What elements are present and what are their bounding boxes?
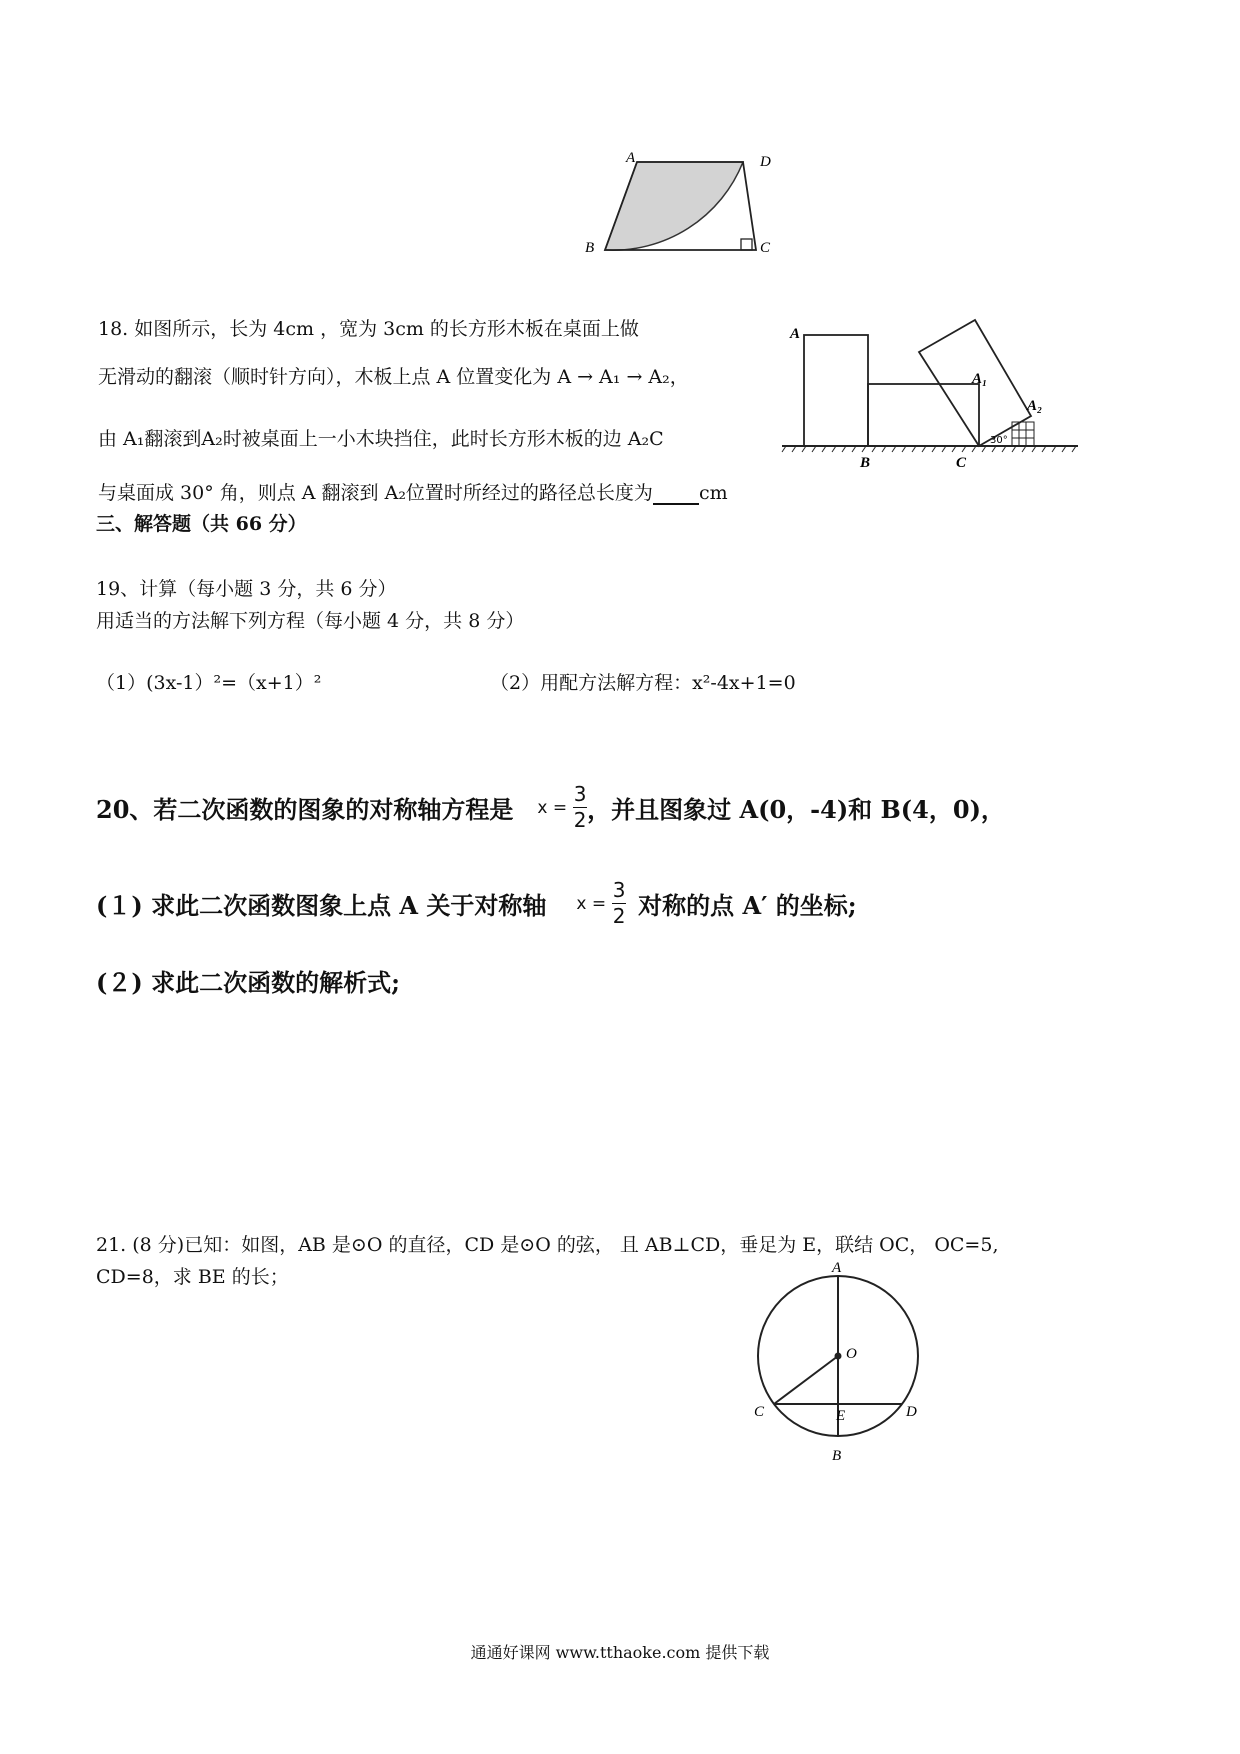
answer-blank[interactable] [653,485,699,505]
q18-line-4-text: 与桌面成 30° 角，则点 A 翻滚到 A₂位置时所经过的路径总长度为 [98,482,653,504]
q19-part-1: （1）(3x-1）²=（x+1）² [96,672,322,694]
fraction-3-over-2-second [612,880,626,927]
fraction-num: 3 [573,782,587,806]
fig17-label-b: B [585,240,595,256]
fraction-den: 2 [573,808,587,832]
q20-p1-pre: (１) 求此二次函数图象上点 A 关于对称轴 [96,891,547,920]
fraction-3-over-2 [573,784,587,831]
fig17-label-c: C [760,240,771,256]
q19-line-1: 19、计算（每小题 3 分，共 6 分） [96,578,397,600]
fraction-num: 3 [612,878,626,902]
q20-xeq: x = [537,797,568,818]
fig18-label-b: B [860,455,871,471]
fig21-label-a: A [832,1260,842,1276]
fig17-label-d: D [760,154,771,170]
fig21-label-c: C [754,1404,765,1420]
fig18-label-a: A [790,326,801,342]
q20-p1-xeq: x = [576,893,607,914]
q20-p1-post: 对称的点 A′ 的坐标; [638,891,857,920]
q18-line-4 [98,482,728,505]
fig18-label-a1: A₁ [972,371,988,387]
q18-line-1: 18. 如图所示，长为 4cm ，宽为 3cm 的长方形木板在桌面上做 [98,318,639,340]
fig21-label-d: D [906,1404,917,1420]
fig18-label-c: C [956,455,967,471]
figure-18-rolling-board [780,318,1080,471]
q18-line-2: 无滑动的翻滚（顺时针方向），木板上点 A 位置变化为 A → A₁ → A₂， [98,366,689,388]
q20-part-1 [96,880,857,927]
page-footer: 通通好课网 www.tthaoke.com 提供下载 [470,1643,770,1662]
fig21-label-e: E [836,1408,846,1424]
fig18-angle: 30° [990,435,1008,446]
figure-17-trapezoid [575,148,775,258]
q20-pre: 20、若二次函数的图象的对称轴方程是 [96,795,514,824]
q20-part-2: (２) 求此二次函数的解析式; [96,968,400,997]
q18-unit: cm [698,482,728,504]
fig21-label-b: B [832,1448,842,1464]
q20-line-1 [96,784,1005,831]
fig21-label-o: O [846,1346,857,1362]
fraction-den: 2 [612,904,626,928]
fig18-label-a2: A₂ [1027,398,1043,414]
q18-line-3: 由 A₁翻滚到A₂时被桌面上一小木块挡住，此时长方形木板的边 A₂C [98,428,664,450]
q19-part-2: （2）用配方法解方程：x²-4x+1=0 [490,672,796,694]
q21-line-1: 21. (8 分)已知：如图，AB 是⊙O 的直径，CD 是⊙O 的弦， 且 AB⊥CD，垂足为 E，联结 OC， OC=5, [96,1234,999,1256]
q19-line-2: 用适当的方法解下列方程（每小题 4 分，共 8 分） [96,610,525,632]
section-3-title: 三、解答题（共 66 分） [96,513,307,535]
fig17-label-a: A [626,150,636,166]
figure-21-circle [740,1250,940,1470]
q21-line-2: CD=8，求 BE 的长； [96,1266,289,1288]
q20-post: ，并且图象过 A(0，-4)和 B(4，0)， [587,795,1005,824]
